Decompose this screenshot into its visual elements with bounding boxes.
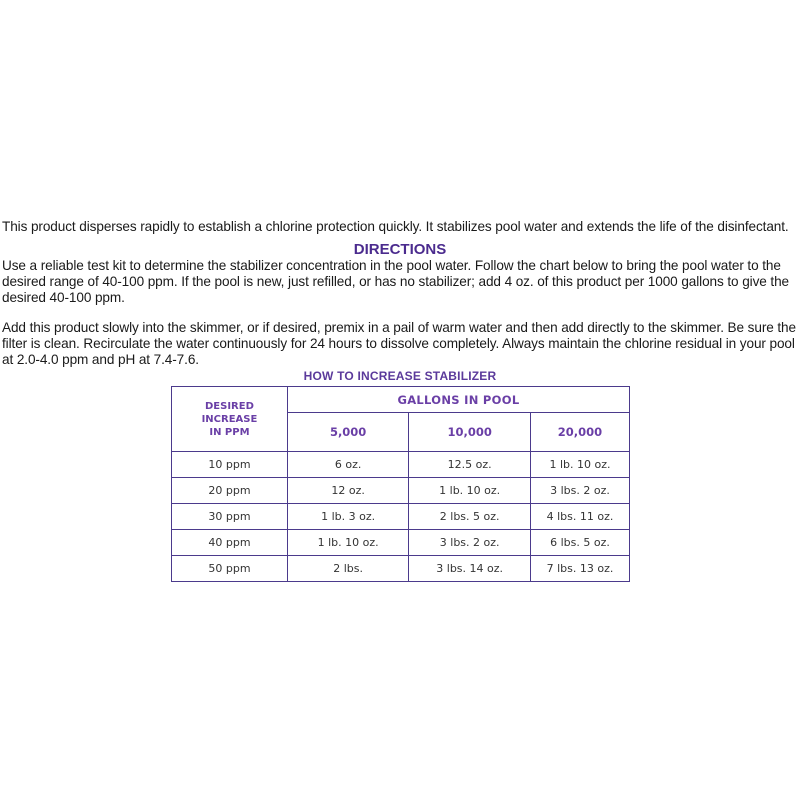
intro-text: This product disperses rapidly to establish a chlorine protection quickly. It stabilizes pool water and extends the life of the disinfectant. [2,219,789,234]
paragraph-line: filter is clean. Recirculate the water continuously for 24 hours to dissolve completely. Always maintain the chlorine residual in your pool [2,336,795,351]
amount-cell: 3 lbs. 2 oz. [530,478,629,504]
amount-cell: 2 lbs. [287,556,408,582]
table-row [172,504,630,530]
paragraph-line: Add this product slowly into the skimmer, or if desired, premix in a pail of warm water and then add directly to the skimmer. Be sure the [2,320,796,335]
table-row [172,530,630,556]
paragraph-line: at 2.0-4.0 ppm and pH at 7.4-7.6. [2,352,199,367]
amount-cell: 12 oz. [287,478,408,504]
directions-heading: DIRECTIONS [353,241,447,258]
paragraph-line: Use a reliable test kit to determine the stabilizer concentration in the pool water. Follow the chart below to bring the pool water to the [2,258,781,273]
header-line: IN PPM [209,426,250,438]
gallons-in-pool-header: GALLONS IN POOL [287,387,629,413]
amount-cell: 1 lb. 10 oz. [409,478,531,504]
table-row [172,452,630,478]
paragraph-line: desired 40-100 ppm. [2,290,125,305]
header-line: DESIRED [205,400,254,412]
directions-paragraph-2 [2,320,800,368]
amount-cell: 2 lbs. 5 oz. [409,504,531,530]
ppm-cell: 10 ppm [172,452,288,478]
desired-increase-header [172,387,288,452]
table-row [172,478,630,504]
ppm-cell: 40 ppm [172,530,288,556]
amount-cell: 12.5 oz. [409,452,531,478]
header-line: INCREASE [201,413,258,425]
size-header-20000: 20,000 [530,413,629,452]
amount-cell: 6 oz. [287,452,408,478]
ppm-cell: 20 ppm [172,478,288,504]
ppm-cell: 50 ppm [172,556,288,582]
amount-cell: 6 lbs. 5 oz. [530,530,629,556]
directions-paragraph-1 [2,258,800,306]
table-header-row [172,387,630,413]
amount-cell: 1 lb. 3 oz. [287,504,408,530]
table-row [172,556,630,582]
amount-cell: 3 lbs. 14 oz. [409,556,531,582]
amount-cell: 1 lb. 10 oz. [287,530,408,556]
size-header-10000: 10,000 [409,413,531,452]
amount-cell: 4 lbs. 11 oz. [530,504,629,530]
ppm-cell: 30 ppm [172,504,288,530]
amount-cell: 1 lb. 10 oz. [530,452,629,478]
paragraph-line: desired range of 40-100 ppm. If the pool is new, just refilled, or has no stabilizer; add 4 oz. of this product per 1000 gallons to give the [2,274,790,289]
amount-cell: 3 lbs. 2 oz. [409,530,531,556]
table-title: HOW TO INCREASE STABILIZER [303,369,497,383]
stabilizer-table [171,386,630,582]
size-header-5000: 5,000 [287,413,408,452]
amount-cell: 7 lbs. 13 oz. [530,556,629,582]
